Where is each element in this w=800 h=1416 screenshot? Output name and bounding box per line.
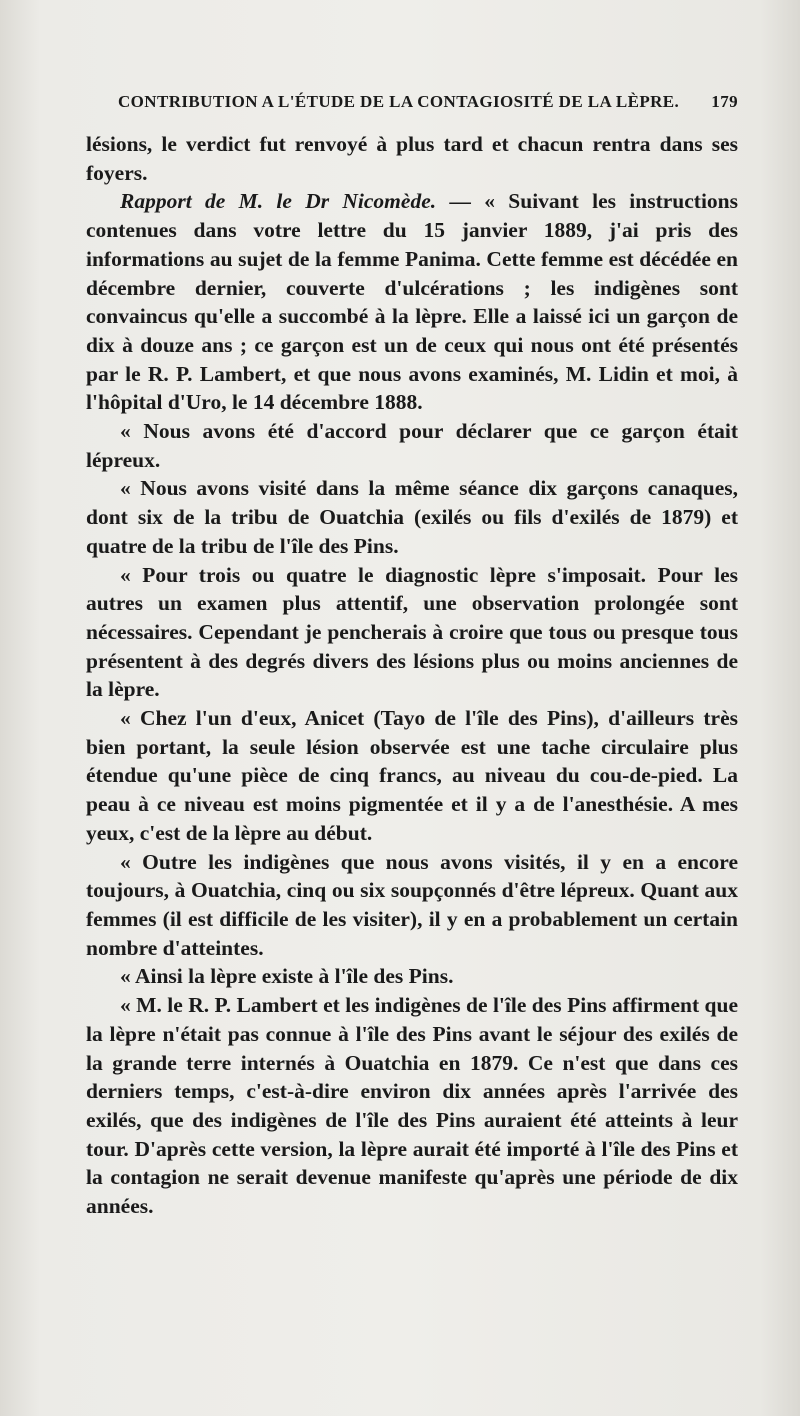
paragraph-2 <box>86 187 738 417</box>
paragraph-1: lésions, le verdict fut renvoyé à plus tard et chacun rentra dans ses foyers. <box>86 132 738 185</box>
paragraph-8: « Ainsi la lèpre existe à l'île des Pins. <box>120 964 454 989</box>
paragraph-4: « Nous avons visité dans la même séance dix garçons canaques, dont six de la tribu de Ouatchia (exilés ou fils d'exilés de 1879) et quatre de la tribu de l'île des Pins. <box>86 476 738 558</box>
report-title: Rapport de M. le Dr Nicomède. <box>120 189 437 214</box>
body-text <box>86 130 738 1221</box>
paragraph-7: « Outre les indigènes que nous avons visités, il y en a encore toujours, à Ouatchia, cinq ou six soupçonnés d'être lépreux. Quant aux femmes (il est difficile de les visiter), il y en a probablement un certain nombre d'atteintes. <box>86 849 738 960</box>
paragraph-3: « Nous avons été d'accord pour déclarer que ce garçon était lépreux. <box>86 419 738 472</box>
paragraph-6: « Chez l'un d'eux, Anicet (Tayo de l'île des Pins), d'ailleurs très bien portant, la seule lésion observée est une tache circulaire plus étendue qu'une pièce de cinq francs, au niveau du cou-de-pied. La peau à ce niveau est moins pigmentée et il y a de l'anesthésie. A mes yeux, c'est de la lèpre au début. <box>86 706 738 845</box>
paragraph-2-text: — « Suivant les instructions contenues dans votre lettre du 15 janvier 1889, j'ai pris des informations au sujet de la femme Panima. Cette femme est décédée en décembre dernier, couverte d'ulcérations ; les indigènes sont convaincus qu'elle a succombé à la lèpre. Elle a laissé ici un garçon de dix à douze ans ; ce garçon est un de ceux qui nous ont été présentés par le R. P. Lambert, et que nous avons examinés, M. Lidin et moi, à l'hôpital d'Uro, le 14 décembre 1888. <box>86 189 738 415</box>
page-number: 179 <box>711 92 738 111</box>
running-header <box>118 92 738 112</box>
running-title: CONTRIBUTION A L'ÉTUDE DE LA CONTAGIOSITÉ DE LA LÈPRE. <box>118 92 680 111</box>
paragraph-5: « Pour trois ou quatre le diagnostic lèpre s'imposait. Pour les autres un examen plus attentif, une observation prolongée sont nécessaires. Cependant je pencherais à croire que tous ou presque tous présentent à des degrés divers des lésions plus ou moins anciennes de la lèpre. <box>86 562 738 702</box>
paragraph-9: « M. le R. P. Lambert et les indigènes de l'île des Pins affirment que la lèpre n'était pas connue à l'île des Pins avant le séjour des exilés de la grande terre internés à Ouatchia en 1879. Ce n'est que dans ces derniers temps, c'est-à-dire environ dix années après l'arrivée des exilés, que des indigènes de l'île des Pins auraient été atteints à leur tour. D'après cette version, la lèpre aurait été importé à l'île des Pins et la contagion ne serait devenue manifeste qu'après une période de dix années. <box>86 993 738 1219</box>
